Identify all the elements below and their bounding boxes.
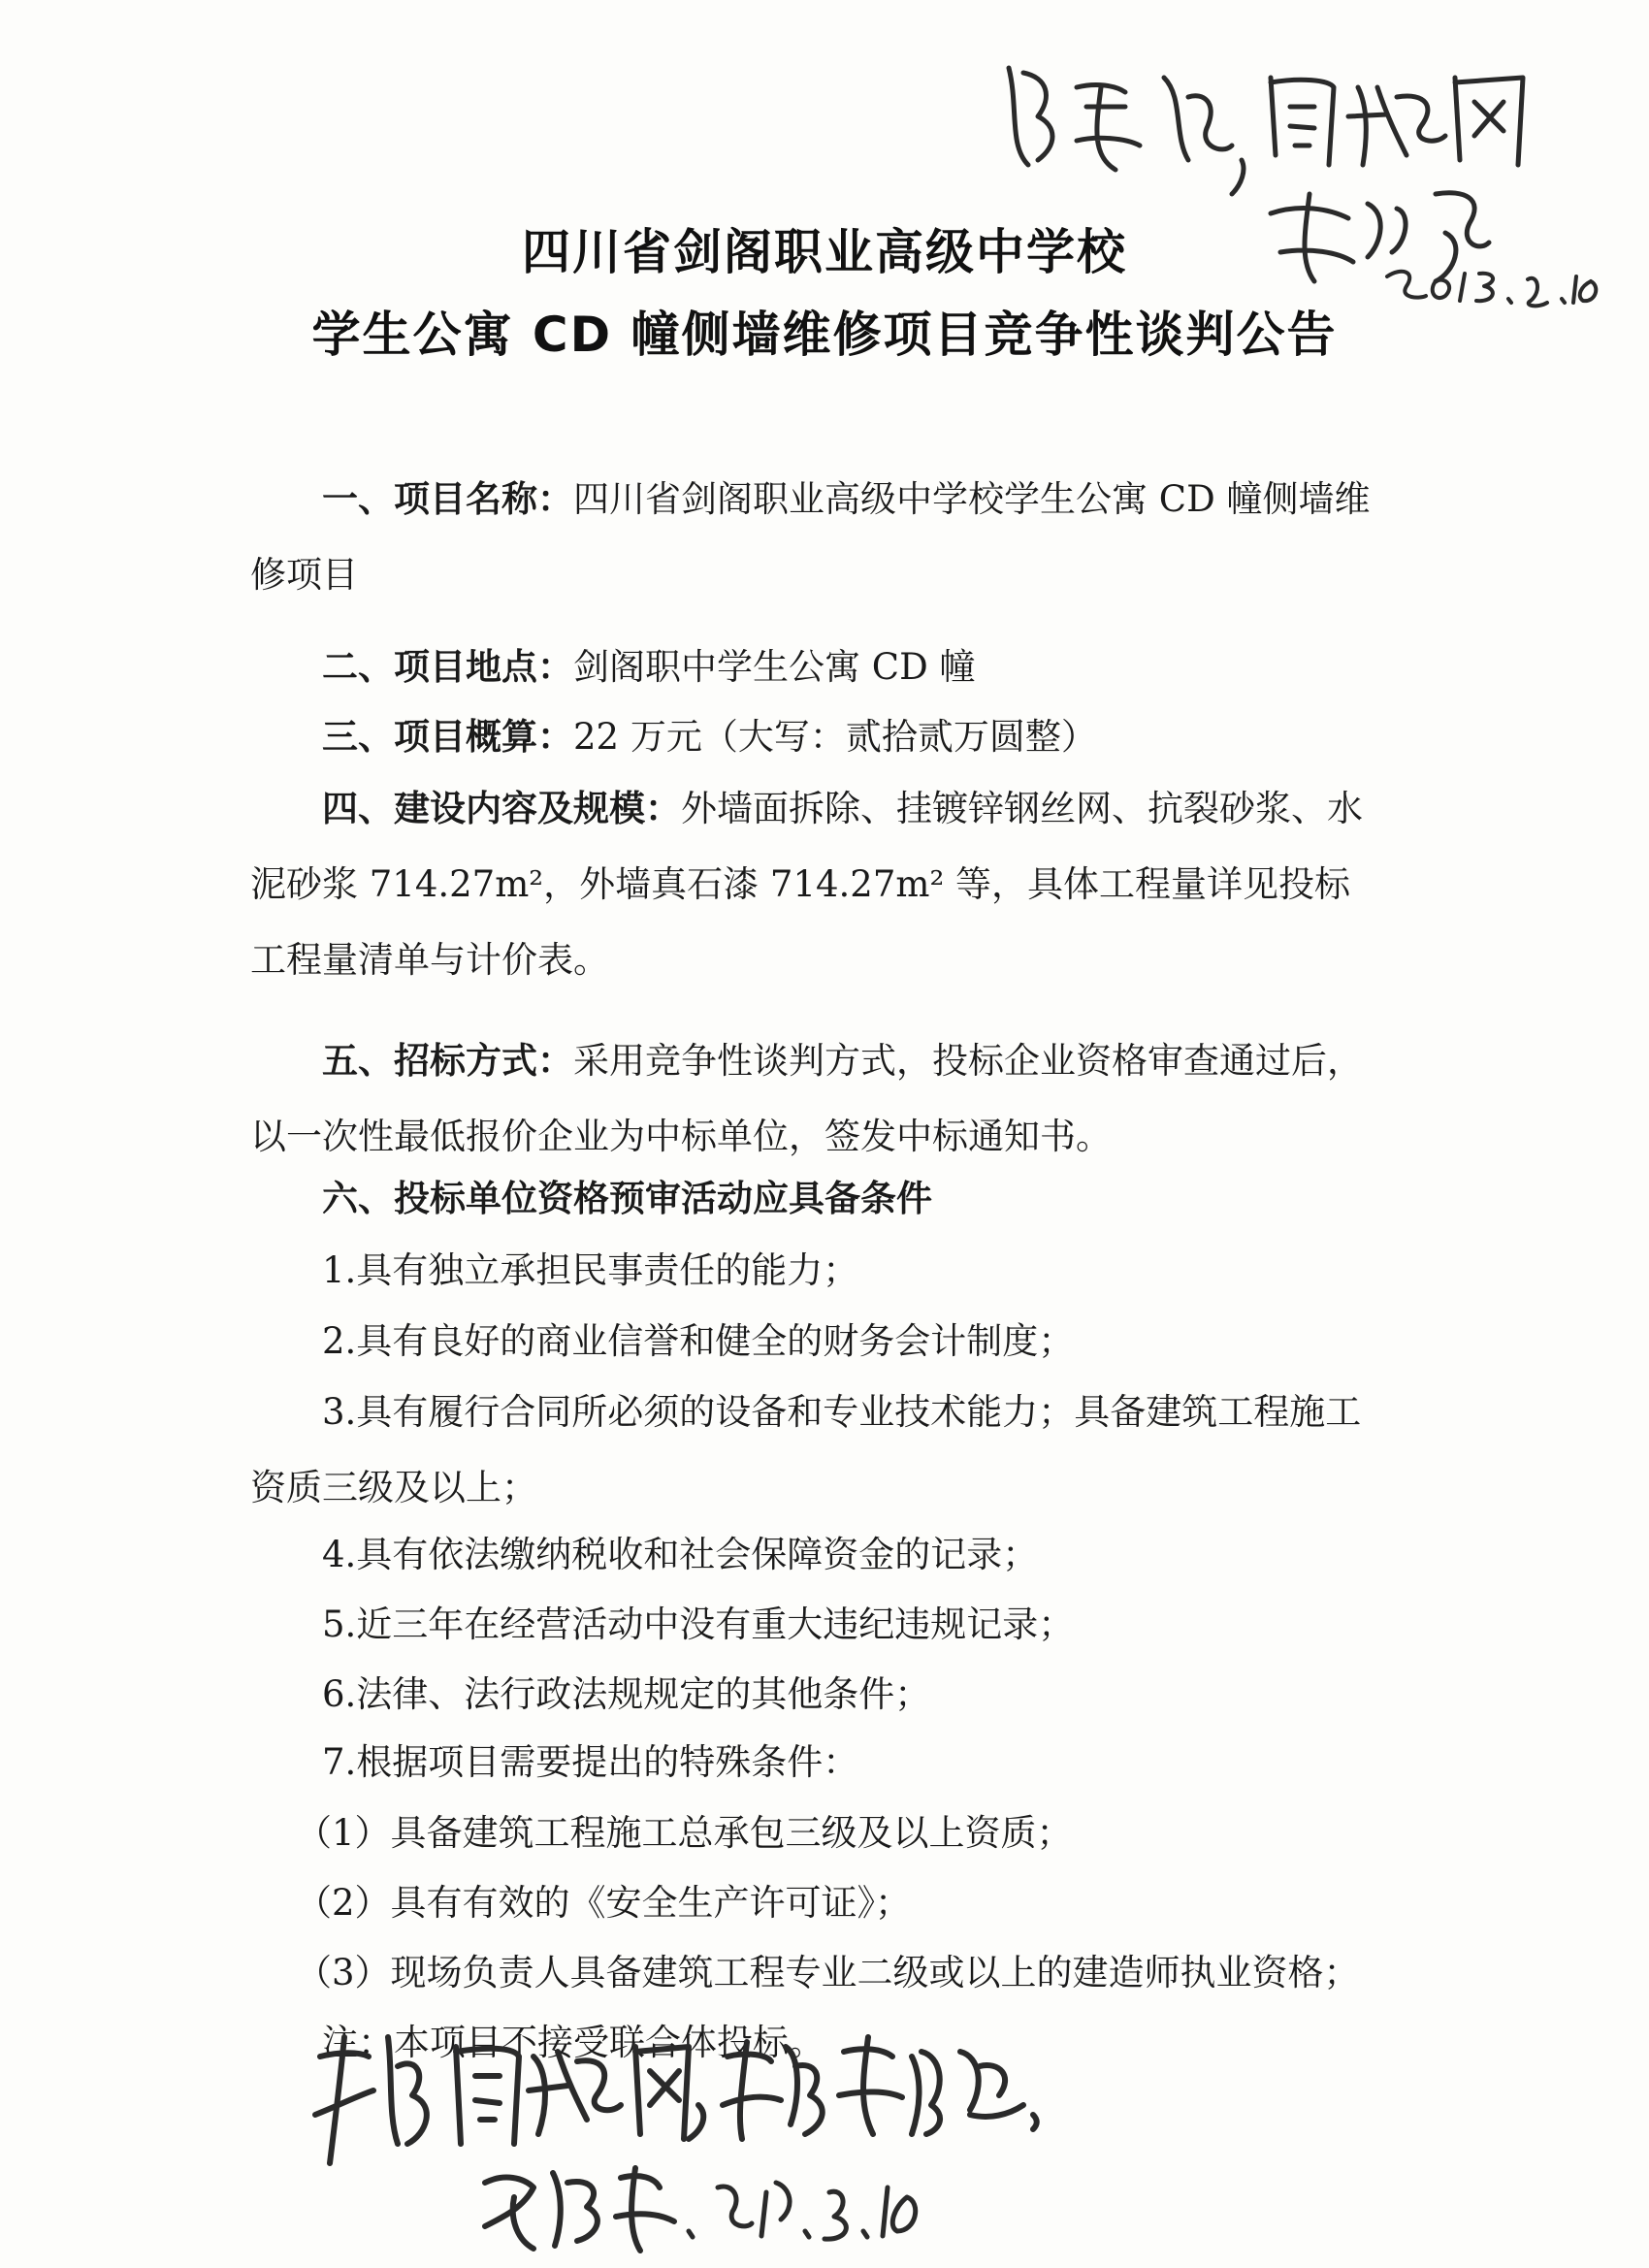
condition-3: 3.具有履行合同所必须的设备和专业技术能力；具备建筑工程施工资质三级及以上； [250, 1391, 1362, 1508]
section-2 [322, 638, 976, 697]
section-3-text: 22 万元（大写：贰拾贰万圆整） [573, 716, 1097, 758]
handwritten-approval-bottom [301, 1998, 1077, 2260]
section-5-text: 采用竞争性谈判方式，投标企业资格审查通过后，以一次性最低报价企业为中标单位，签发中标通知书。 [250, 1040, 1363, 1157]
special-condition-1: （1）具备建筑工程施工总承包三级及以上资质； [296, 1812, 1073, 1854]
special-condition-3: （3）现场负责人具备建筑工程专业二级或以上的建造师执业资格； [296, 1952, 1360, 1993]
section-4 [250, 771, 1375, 998]
section-5-label: 五、招标方式： [322, 1040, 573, 1082]
condition-7: 7.根据项目需要提出的特殊条件： [322, 1741, 859, 1783]
title-line-2: 学生公寓 CD 幢侧墙维修项目竞争性谈判公告 [311, 307, 1338, 363]
condition-6: 6.法律、法行政法规规定的其他条件； [322, 1673, 931, 1715]
section-3-label: 三、项目概算： [322, 716, 573, 758]
special-condition-2: （2）具有有效的《安全生产许可证》； [296, 1882, 912, 1924]
section-6-heading: 六、投标单位资格预审活动应具备条件 [322, 1178, 932, 1219]
title-line-1: 四川省剑阁职业高级中学校 [522, 224, 1127, 280]
section-2-label: 二、项目地点： [322, 646, 573, 688]
condition-4: 4.具有依法缴纳税收和社会保障资金的记录； [322, 1534, 1039, 1575]
condition-1: 1.具有独立承担民事责任的能力； [322, 1249, 859, 1291]
section-1 [250, 462, 1375, 613]
section-1-label: 一、项目名称： [322, 478, 573, 520]
condition-2: 2.具有良好的商业信誉和健全的财务会计制度； [322, 1320, 1075, 1362]
condition-5: 5.近三年在经营活动中没有重大违纪违规记录； [322, 1604, 1075, 1645]
section-4-label: 四、建设内容及规模： [322, 788, 681, 829]
section-2-text: 剑阁职中学生公寓 CD 幢 [573, 646, 976, 688]
section-4-text: 外墙面拆除、挂镀锌钢丝网、抗裂砂浆、水泥砂浆 714.27m²，外墙真石漆 714.27m² 等，具体工程量详见投标工程量清单与计价表。 [250, 788, 1363, 981]
section-1-text: 四川省剑阁职业高级中学校学生公寓 CD 幢侧墙维修项目 [250, 478, 1371, 596]
section-5 [250, 1023, 1375, 1175]
note: 注：本项目不接受联合体投标。 [322, 2022, 824, 2063]
section-3 [322, 708, 1097, 766]
